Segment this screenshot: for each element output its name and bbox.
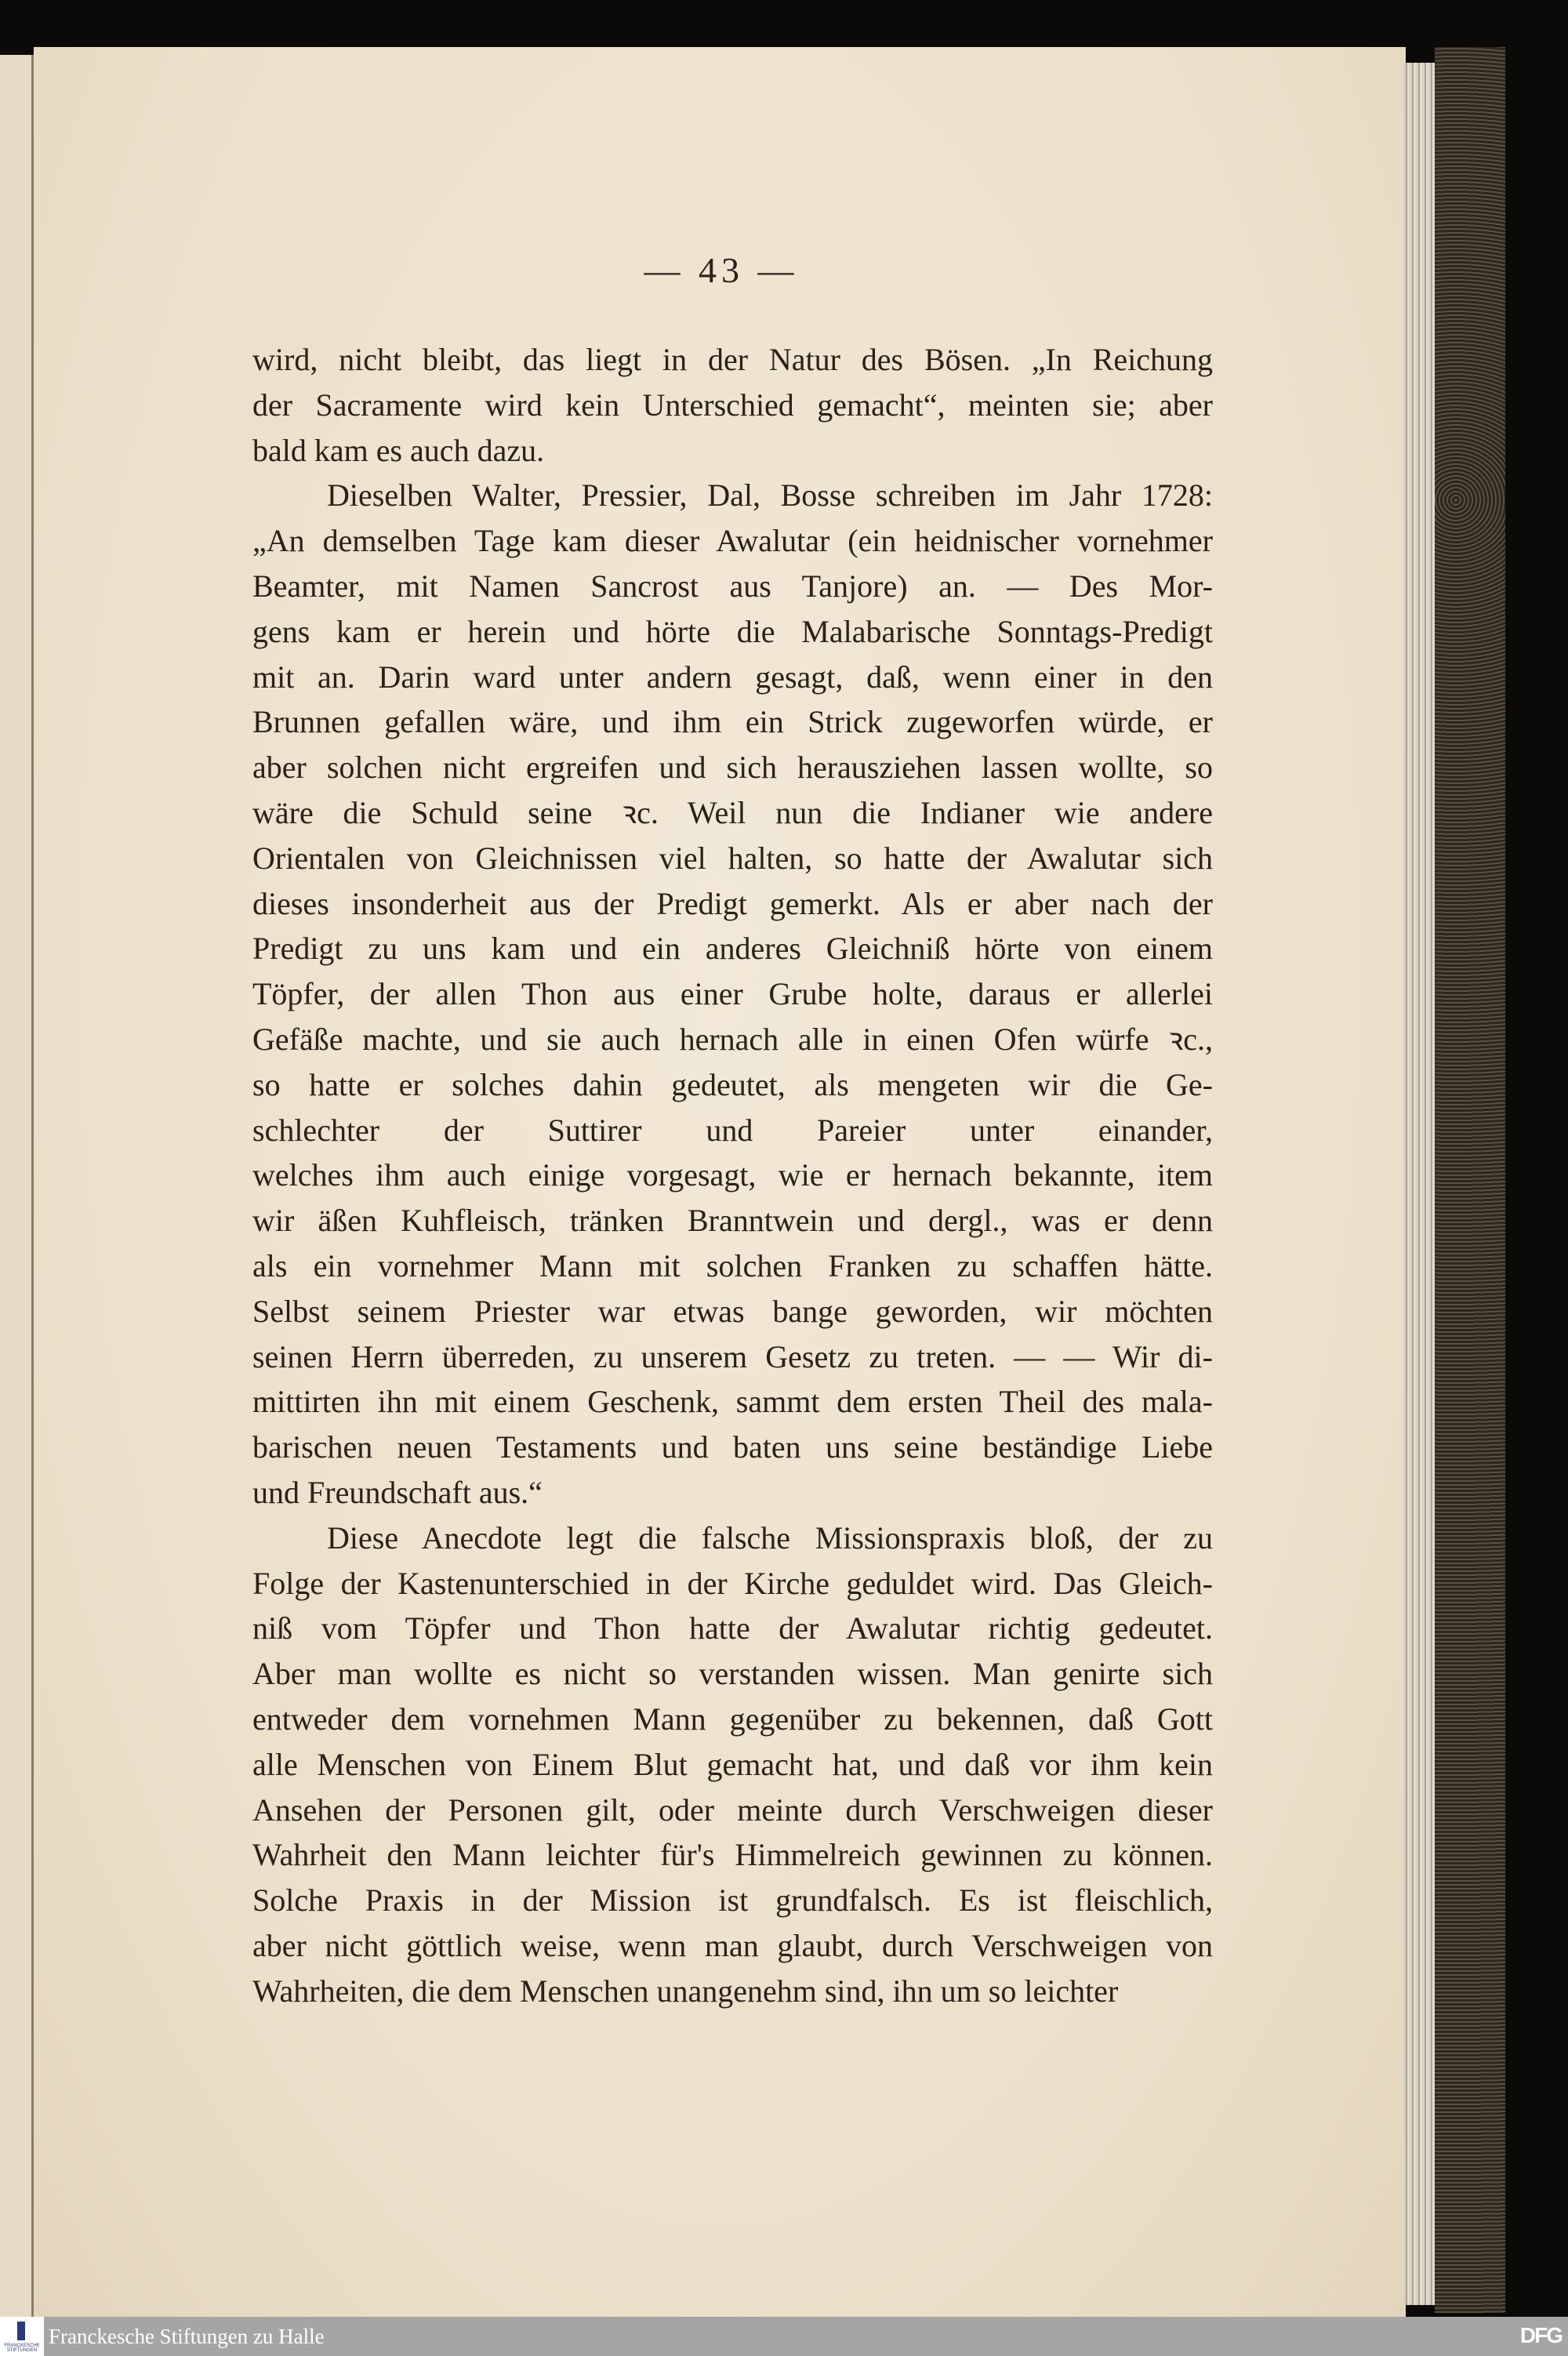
text-line: Diese Anecdote legt die falsche Missionspraxis bloß, der zu [327, 1519, 1213, 1556]
text-line: so hatte er solches dahin gedeutet, als mengeten wir die Ge- [252, 1066, 1213, 1102]
text-line: wäre die Schuld seine ꝛc. Weil nun die Indianer wie andere [252, 794, 1213, 830]
text-line: und Freundschaft aus.“ [252, 1474, 543, 1510]
text-line: mit an. Darin ward unter andern gesagt, daß, wenn einer in den [252, 659, 1213, 695]
text-line: alle Menschen von Einem Blut gemacht hat, und daß vor ihm kein [252, 1746, 1213, 1782]
text-line: Predigt zu uns kam und ein anderes Gleichniß hörte von einem [252, 931, 1213, 967]
text-line: wird, nicht bleibt, das liegt in der Natur des Bösen. „In Reichung [252, 342, 1213, 377]
text-line: welches ihm auch einige vorgesagt, wie er hernach bekannte, item [252, 1157, 1213, 1193]
text-line: schlechter der Suttirer und Pareier unter einander, [252, 1112, 1213, 1148]
logo-caption: FRANCKESCHE STIFTUNGEN [4, 2343, 40, 2353]
text-line: niß vom Töpfer und Thon hatte der Awalutar richtig gedeutet. [252, 1610, 1213, 1646]
text-line: Orientalen von Gleichnissen viel halten, so hatte der Awalutar sich [252, 840, 1213, 876]
body-text [252, 337, 1213, 2013]
text-line: wir äßen Kuhfleisch, tränken Branntwein und dergl., was er denn [252, 1203, 1213, 1239]
page-stack-edges [1403, 63, 1435, 2305]
text-line: „An demselben Tage kam dieser Awalutar (ein heidnischer vornehmer [252, 523, 1213, 559]
text-line: Selbst seinem Priester war etwas bange geworden, wir möchten [252, 1293, 1213, 1329]
text-line: Gefäße machte, und sie auch hernach alle in einen Ofen würfe ꝛc., [252, 1021, 1213, 1057]
footer-bar [0, 2317, 1568, 2356]
logo-figure-icon [17, 2322, 25, 2340]
text-line: entweder dem vornehmen Mann gegenüber zu bekennen, daß Gott [252, 1701, 1213, 1737]
text-line: bald kam es auch dazu. [252, 432, 545, 468]
text-line: aber solchen nicht ergreifen und sich herausziehen lassen wollte, so [252, 750, 1213, 786]
text-line: als ein vornehmer Mann mit solchen Franken zu schaffen hätte. [252, 1247, 1213, 1283]
text-line: Folge der Kastenunterschied in der Kirche geduldet wird. Das Gleich- [252, 1565, 1213, 1601]
text-line: gens kam er herein und hörte die Malabarische Sonntags-Predigt [252, 613, 1213, 649]
institution-name: Franckesche Stiftungen zu Halle [49, 2325, 325, 2348]
book-cover [1435, 47, 1505, 2313]
text-line: aber nicht göttlich weise, wenn man glaubt, durch Verschweigen von [252, 1927, 1213, 1963]
text-line: barischen neuen Testaments und baten uns seine beständige Liebe [252, 1429, 1213, 1465]
text-line: seinen Herrn überreden, zu unserem Gesetz zu treten. — — Wir di- [252, 1338, 1213, 1374]
text-line: Aber man wollte es nicht so verstanden wissen. Man genirte sich [252, 1656, 1213, 1692]
text-line: Beamter, mit Namen Sancrost aus Tanjore) an. — Des Mor- [252, 568, 1213, 604]
text-line: Solche Praxis in der Mission ist grundfalsch. Es ist fleischlich, [252, 1882, 1213, 1919]
dfg-logo: DFG [1519, 2323, 1562, 2347]
text-line: mittirten ihn mit einem Geschenk, sammt dem ersten Theil des mala- [252, 1384, 1213, 1420]
institution-logo [0, 2317, 44, 2356]
text-line: Ansehen der Personen gilt, oder meinte durch Verschweigen dieser [252, 1792, 1213, 1828]
text-line: Wahrheit den Mann leichter für's Himmelreich gewinnen zu können. [252, 1837, 1213, 1873]
text-line: Wahrheiten, die dem Menschen unangenehm sind, ihn um so leichter [252, 1973, 1119, 2009]
text-line: dieses insonderheit aus der Predigt gemerkt. Als er aber nach der [252, 885, 1213, 921]
text-line: der Sacramente wird kein Unterschied gemacht“, meinten sie; aber [252, 387, 1213, 423]
text-line: Brunnen gefallen wäre, und ihm ein Strick zugeworfen würde, er [252, 704, 1213, 740]
page-number: — 43 — [644, 250, 799, 290]
text-line: Töpfer, der allen Thon aus einer Grube holte, daraus er allerlei [252, 976, 1213, 1012]
previous-page-edge [0, 55, 34, 2317]
text-line: Dieselben Walter, Pressier, Dal, Bosse schreiben im Jahr 1728: [327, 477, 1213, 514]
